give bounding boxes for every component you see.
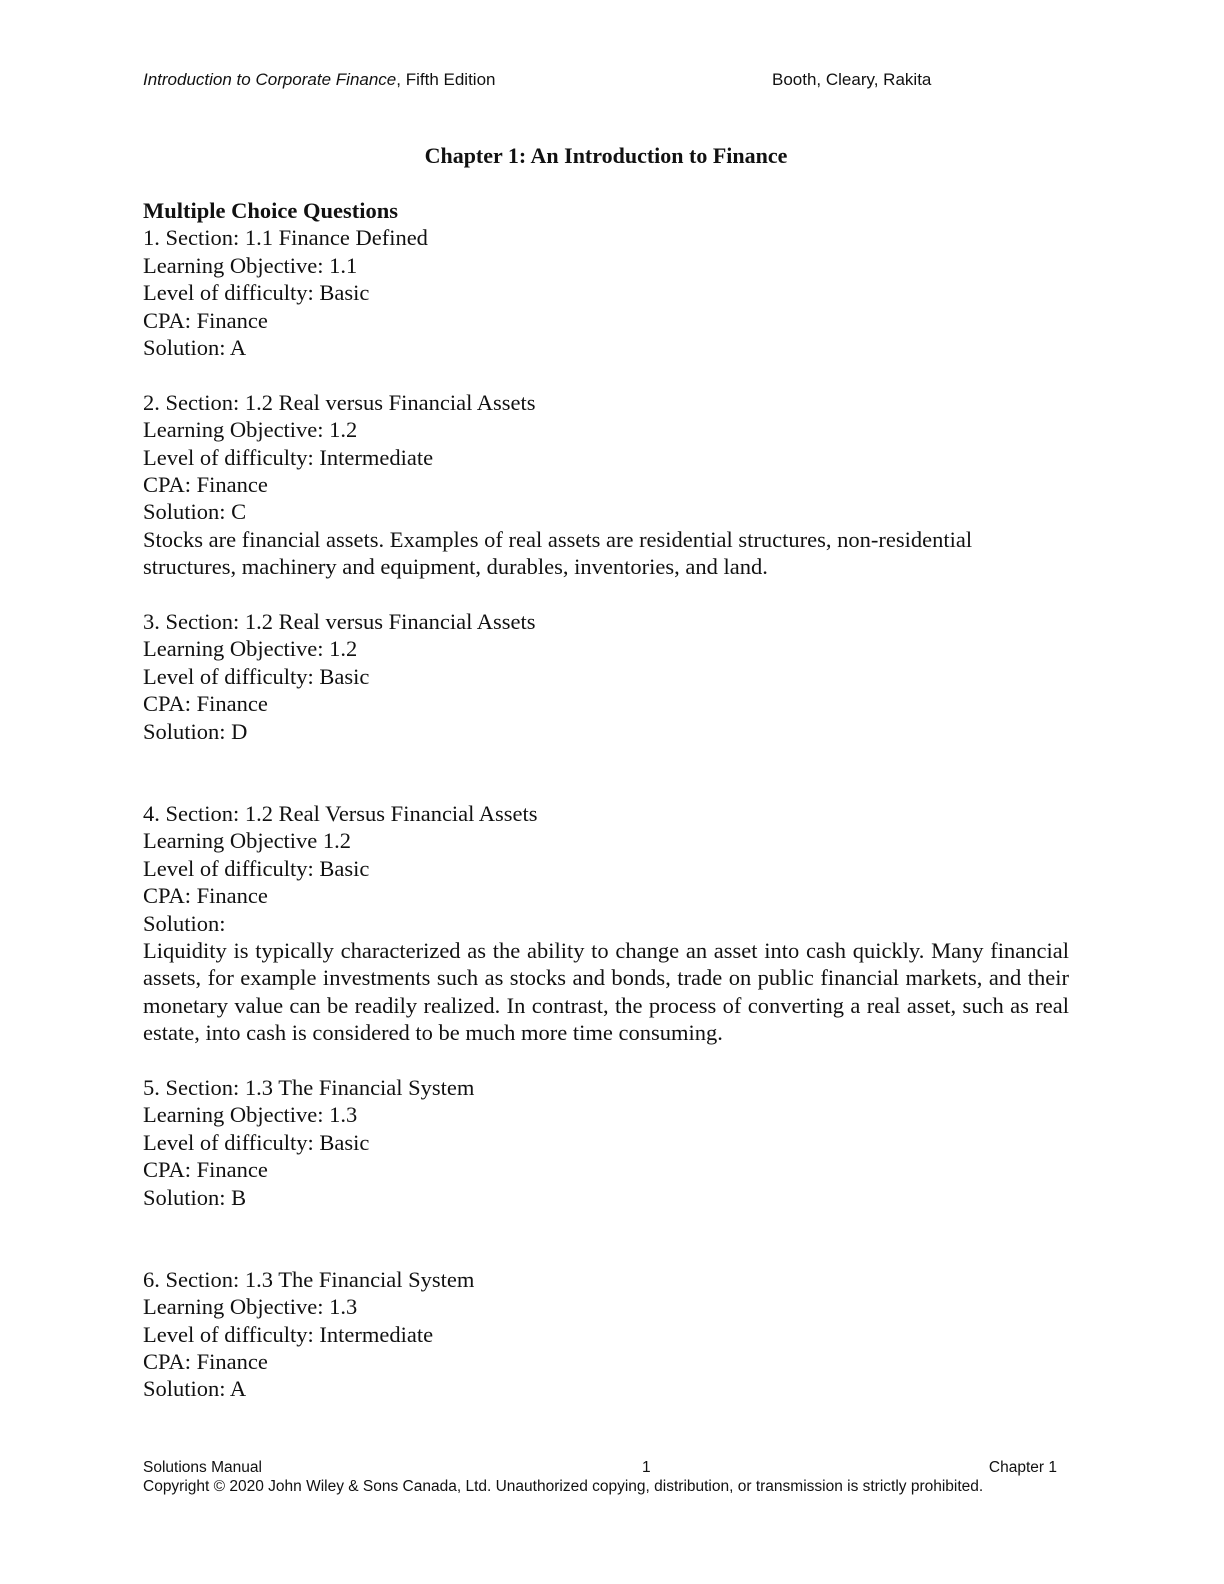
question-section: 4. Section: 1.2 Real Versus Financial Assets — [143, 800, 538, 826]
question-cpa: CPA: Finance — [143, 883, 268, 909]
question-difficulty: Level of difficulty: Intermediate — [143, 444, 434, 470]
question-solution: Solution: A — [143, 335, 247, 361]
question-section: 2. Section: 1.2 Real versus Financial Assets — [143, 389, 536, 415]
question-difficulty: Level of difficulty: Basic — [143, 1129, 370, 1155]
book-title: Introduction to Corporate Finance — [143, 70, 397, 89]
question-difficulty: Level of difficulty: Basic — [143, 280, 370, 306]
question-section: 6. Section: 1.3 The Financial System — [143, 1266, 475, 1292]
question-solution: Solution: A — [143, 1376, 247, 1402]
question-solution: Solution: — [143, 910, 226, 936]
question-cpa: CPA: Finance — [143, 1348, 268, 1374]
question-2 — [143, 389, 1069, 581]
question-cpa: CPA: Finance — [143, 691, 268, 717]
question-list — [143, 197, 1069, 1403]
copyright-notice: Copyright © 2020 John Wiley & Sons Canada, Ltd. Unauthorized copying, distribution, or transmission is strictly prohibited. — [143, 1478, 984, 1495]
footer-chapter-label: Chapter 1 — [988, 1459, 1057, 1476]
question-difficulty: Level of difficulty: Basic — [143, 855, 370, 881]
question-difficulty: Level of difficulty: Basic — [143, 663, 370, 689]
page-footer — [143, 1459, 1057, 1477]
question-4 — [143, 800, 1069, 1047]
page-number: 1 — [642, 1459, 651, 1476]
question-difficulty: Level of difficulty: Intermediate — [143, 1321, 434, 1347]
question-objective: Learning Objective: 1.3 — [143, 1294, 358, 1320]
question-section: 5. Section: 1.3 The Financial System — [143, 1074, 475, 1100]
question-solution: Solution: C — [143, 499, 247, 525]
running-header-authors: Booth, Cleary, Rakita — [772, 70, 932, 89]
question-3 — [143, 608, 1069, 745]
running-header-title — [143, 70, 495, 90]
question-6 — [143, 1266, 1069, 1403]
question-section: 1. Section: 1.1 Finance Defined — [143, 225, 428, 251]
question-explanation: Liquidity is typically characterized as the ability to change an asset into cash quickly. Many financial assets, for example investments such as stocks and bonds, trade on public financial markets, and their monetary value can be readily realized. In contrast, the process of converting a real asset, such as real estate, into cash is considered to be much more time consuming. — [143, 937, 1069, 1046]
question-cpa: CPA: Finance — [143, 307, 268, 333]
section-heading: Multiple Choice Questions — [143, 198, 399, 223]
question-1 — [143, 224, 1069, 361]
question-section: 3. Section: 1.2 Real versus Financial Assets — [143, 609, 536, 635]
question-objective: Learning Objective: 1.2 — [143, 417, 358, 443]
footer-manual-label: Solutions Manual — [143, 1459, 262, 1476]
question-cpa: CPA: Finance — [143, 1157, 268, 1183]
question-solution: Solution: D — [143, 718, 248, 744]
question-5 — [143, 1074, 1069, 1211]
question-solution: Solution: B — [143, 1184, 247, 1210]
question-objective: Learning Objective: 1.2 — [143, 636, 358, 662]
chapter-title: Chapter 1: An Introduction to Finance — [424, 143, 788, 168]
question-objective: Learning Objective: 1.1 — [143, 252, 358, 278]
book-edition: , Fifth Edition — [396, 70, 496, 89]
question-objective: Learning Objective 1.2 — [143, 828, 352, 854]
question-explanation: Stocks are financial assets. Examples of real assets are residential structures, non-residential structures, machinery and equipment, durables, inventories, and land. — [143, 526, 973, 580]
question-cpa: CPA: Finance — [143, 472, 268, 498]
question-objective: Learning Objective: 1.3 — [143, 1102, 358, 1128]
